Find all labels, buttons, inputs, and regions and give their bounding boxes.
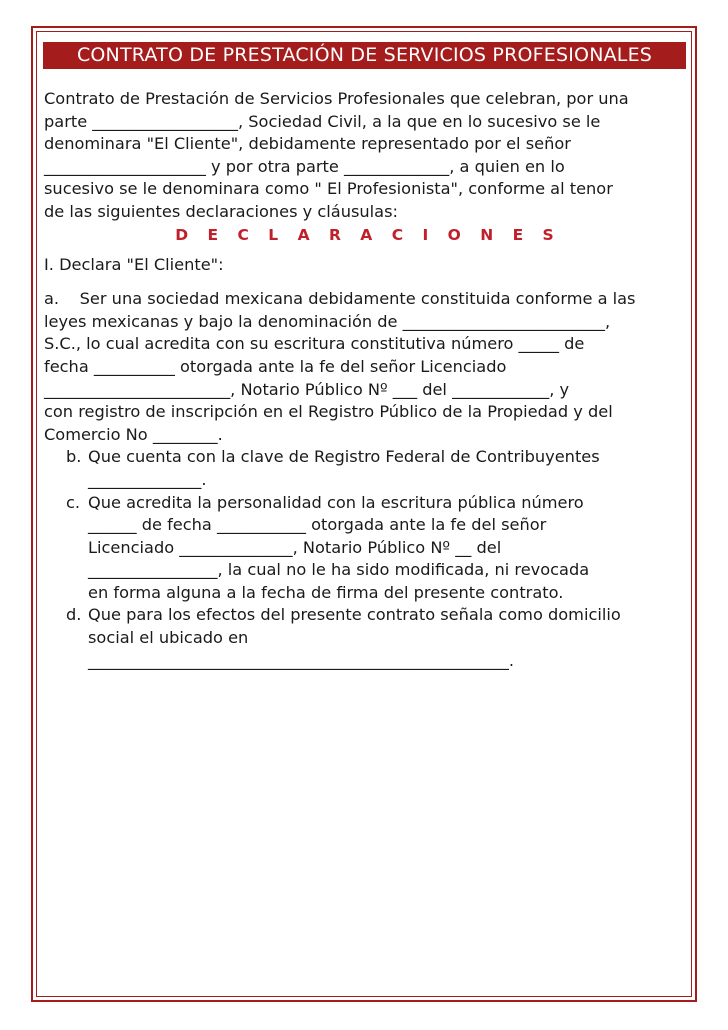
text-line: ______________. [88, 469, 207, 489]
document-body [44, 88, 692, 672]
text-line: con registro de inscripción en el Registro Público de la Propiedad y del [44, 402, 613, 422]
text-line: ________________, la cual no le ha sido modificada, ni revocada [88, 560, 590, 580]
text-line: Licenciado ______________, Notario Público Nº __ del [88, 537, 502, 557]
list-label: d. [66, 605, 82, 625]
text-line: Comercio No ________. [44, 424, 223, 444]
contract-title: CONTRATO DE PRESTACIÓN DE SERVICIOS PROFESIONALES [43, 42, 686, 69]
text-line: denominara "El Cliente", debidamente representado por el señor [44, 134, 571, 154]
text-line: Que cuenta con la clave de Registro Federal de Contribuyentes [88, 447, 600, 467]
text-line: S.C., lo cual acredita con su escritura constitutiva número _____ de [44, 334, 585, 354]
declaration-item-a [44, 288, 692, 446]
list-item-b [44, 446, 692, 491]
text-line: Que para los efectos del presente contrato señala como domicilio [88, 605, 621, 625]
text-line: social el ubicado en [88, 628, 249, 648]
list-item-c [44, 492, 692, 605]
declaration-list [44, 446, 692, 672]
text-line: a. Ser una sociedad mexicana debidamente constituida conforme a las [44, 289, 636, 309]
text-line: Contrato de Prestación de Servicios Profesionales que celebran, por una [44, 89, 629, 108]
text-line: ______ de fecha ___________ otorgada ante la fe del señor [88, 515, 547, 535]
declaration-title: I. Declara "El Cliente": [44, 254, 224, 274]
text-line: leyes mexicanas y bajo la denominación de _________________________, [44, 311, 611, 331]
text-line: Que acredita la personalidad con la escritura pública número [88, 492, 584, 512]
list-label: b. [66, 447, 82, 467]
declarations-heading: D E C L A R A C I O N E S [175, 225, 561, 244]
text-line: parte __________________, Sociedad Civil, a la que en lo sucesivo se le [44, 111, 601, 131]
list-label: c. [66, 492, 81, 512]
text-line: ____________________________________________________. [88, 650, 515, 670]
text-line: _______________________, Notario Público Nº ___ del ____________, y [44, 379, 570, 399]
text-line: sucesivo se le denominara como " El Profesionista", conforme al tenor [44, 179, 613, 199]
intro-paragraph [44, 88, 692, 224]
text-line: en forma alguna a la fecha de firma del presente contrato. [88, 582, 564, 602]
text-line: de las siguientes declaraciones y cláusulas: [44, 201, 398, 221]
list-item-d [44, 604, 692, 672]
text-line: ____________________ y por otra parte _____________, a quien en lo [44, 156, 565, 176]
text-line: fecha __________ otorgada ante la fe del señor Licenciado [44, 356, 507, 376]
